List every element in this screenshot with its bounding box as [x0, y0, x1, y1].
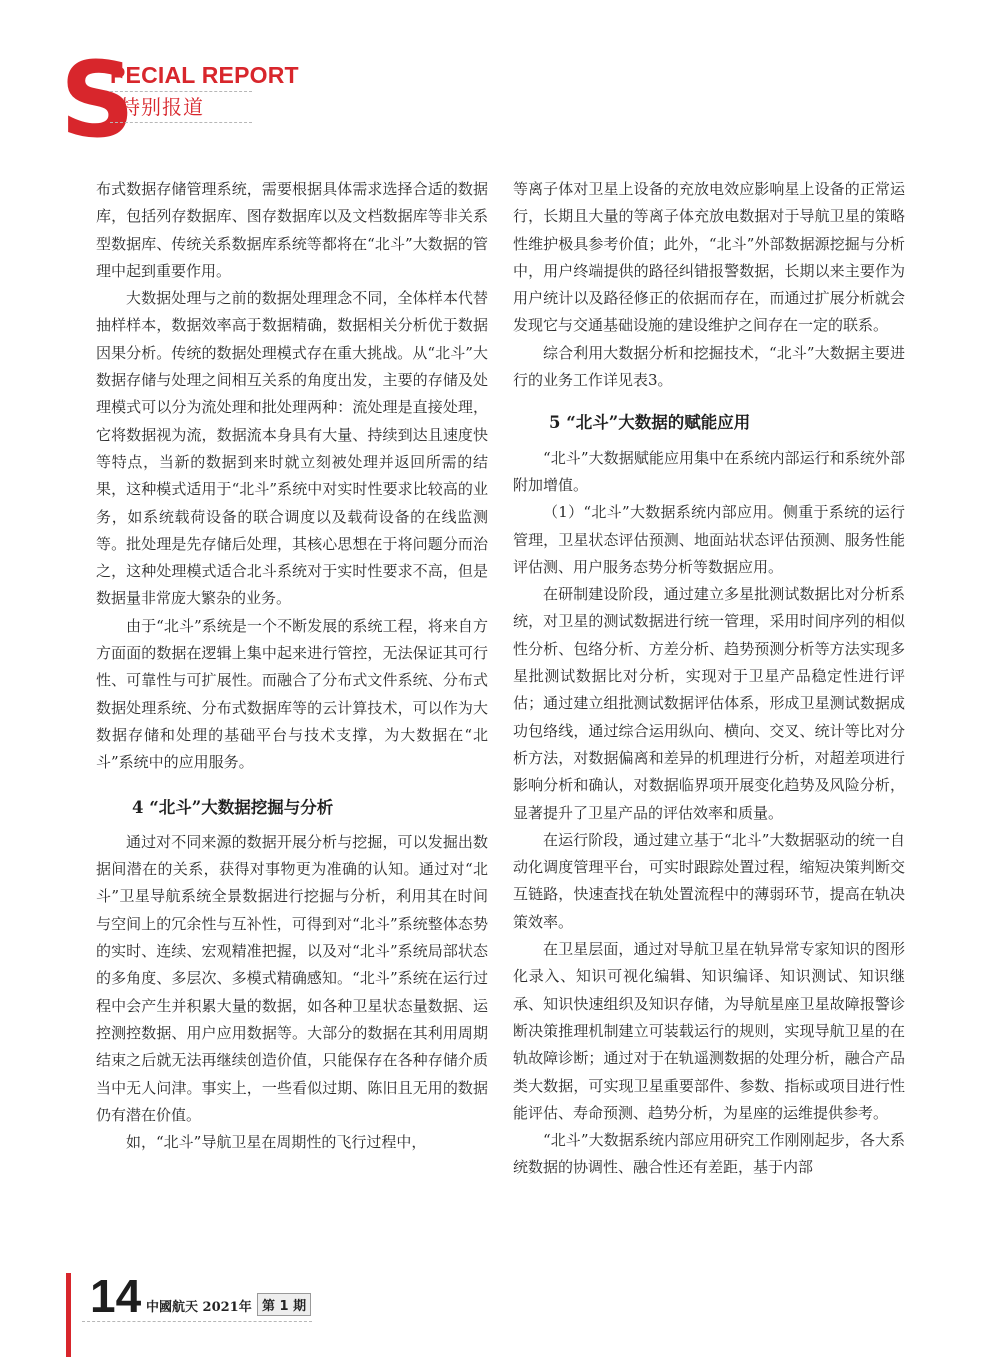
footer-accent-bar [66, 1273, 71, 1357]
paragraph: 通过对不同来源的数据开展分析与挖掘，可以发掘出数据间潜在的关系，获得对事物更为准确的认知。通过对“北斗”卫星导航系统全景数据进行挖掘与分析，利用其在时间与空间上的冗余性与互补性，可得到对“北斗”系统整体态势的实时、连续、宏观精准把握，以及对“北斗”系统局部状态的多角度、多层次、多模式精确感知。“北斗”系统在运行过程中会产生并积累大量的数据，如各种卫星状态量数据、运控测控数据、用户应用数据等。大部分的数据在其利用周期结束之后就无法再继续创造价值，只能保存在各种存储介质当中无人问津。事实上，一些看似过期、陈旧且无用的数据仍有潜在价值。 [96, 832, 488, 1124]
page-number: 14 [90, 1270, 142, 1322]
paragraph: 综合利用大数据分析和挖掘技术，“北斗”大数据主要进行的业务工作详见表3。 [513, 343, 905, 390]
paragraph: 等离子体对卫星上设备的充放电效应影响星上设备的正常运行，长期且大量的等离子体充放电数据对于导航卫星的策略性维护极具参考价值；此外，“北斗”外部数据源挖掘与分析中，用户终端提供的路径纠错报警数据，长期以来主要作为用户统计以及路径修正的依据而存在，而通过扩展分析就会发现它与交通基础设施的建设维护之间存在一定的联系。 [513, 180, 905, 335]
paragraph: 如，“北斗”导航卫星在周期性的飞行过程中， [126, 1133, 427, 1152]
paragraph: 在研制建设阶段，通过建立多星批测试数据比对分析系统，对卫星的测试数据进行统一管理，采用时间序列的相似性分析、包络分析、方差分析、趋势预测分析等方法实现多星批测试数据比对分析，实现对于卫星产品稳定性进行评估；通过建立组批测试数据评估体系，形成卫星测试数据成功包络线，通过综合运用纵向、横向、交叉、统计等比对分析方法，对数据偏离和差异的机理进行分析，对超差项进行影响分析和确认，对数据临界项开展变化趋势及风险分析，显著提升了卫星产品的评估效率和质量。 [513, 585, 905, 822]
paragraph: （1）“北斗”大数据系统内部应用。侧重于系统的运行管理，卫星状态评估预测、地面站状态评估预测、服务性能评估测、用户服务态势分析等数据应用。 [513, 503, 905, 576]
paragraph: “北斗”大数据赋能应用集中在系统内部运行和系统外部附加增值。 [513, 448, 905, 494]
paragraph: “北斗”大数据系统内部应用研究工作刚刚起步，各大系统数据的协调性、融合性还有差距，基于内部 [513, 1131, 905, 1177]
section-title-en: PECIAL REPORT [110, 62, 299, 88]
header-divider [110, 122, 252, 123]
paragraph: 大数据处理与之前的数据处理理念不同，全体样本代替抽样样本，数据效率高于数据精确，数据相关分析优于数据因果分析。传统的数据处理模式存在重大挑战。从“北斗”大数据存储与处理之间相互关系的角度出发，主要的存储及处理模式可以分为流处理和批处理两种：流处理是直接处理，它将数据视为流，数据流本身具有大量、持续到达且速度快等特点，当新的数据到来时就立刻被处理并返回所需的结果，这种模式适用于“北斗”系统中对实时性要求比较高的业务，如系统载荷设备的联合调度以及载荷设备的在线监测等。批处理是先存储后处理，其核心思想在于将问题分而治之，这种处理模式适合北斗系统对于实时性要求不高，但是数据量非常庞大繁杂的业务。 [96, 289, 488, 608]
magazine-name: 中國航天 2021年 [146, 1300, 252, 1315]
section-logo-s: S [60, 39, 135, 161]
issue-badge: 第 1 期 [257, 1293, 311, 1316]
paragraph: 布式数据存储管理系统，需要根据具体需求选择合适的数据库，包括列存数据库、图存数据库以及文档数据库等非关系型数据库、传统关系数据库系统等都将在“北斗”大数据的管理中起到重要作用。 [96, 180, 488, 280]
paragraph: 由于“北斗”系统是一个不断发展的系统工程，将来自方方面面的数据在逻辑上集中起来进行管控，无法保证其可行性、可靠性与可扩展性。而融合了分布式文件系统、分布式数据处理系统、分布式数据库等的云计算技术，可以作为大数据存储和处理的基础平台与技术支撑，为大数据在“北斗”系统中的应用服务。 [96, 616, 488, 772]
section-heading: 5 “北斗”大数据的赋能应用 [549, 413, 751, 433]
paragraph: 在卫星层面，通过对导航卫星在轨异常专家知识的图形化录入、知识可视化编辑、知识编译、知识测试、知识继承、知识快速组织及知识存储，为导航星座卫星故障报警诊断决策推理机制建立可装载运行的规则，实现导航卫星的在轨故障诊断；通过对于在轨遥测数据的处理分析，融合产品类大数据，可实现卫星重要部件、参数、指标或项目进行性能评估、寿命预测、趋势分析，为星座的运维提供参考。 [513, 940, 905, 1122]
section-heading: 4 “北斗”大数据挖掘与分析 [132, 797, 334, 817]
section-title-cn: 特别报道 [120, 95, 204, 119]
paragraph: 在运行阶段，通过建立基于“北斗”大数据驱动的统一自动化调度管理平台，可实时跟踪处置过程，缩短决策判断交互链路，快速查找在轨处置流程中的薄弱环节，提高在轨决策效率。 [513, 830, 905, 931]
left-column [96, 176, 488, 1156]
footer-divider [82, 1321, 312, 1322]
header-divider [110, 91, 252, 92]
right-column [513, 176, 905, 1182]
